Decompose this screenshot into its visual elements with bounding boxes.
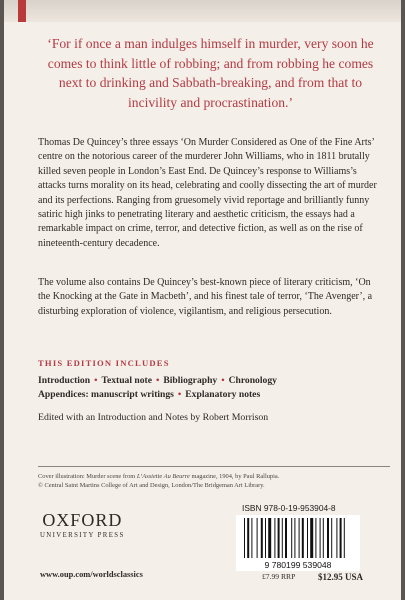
divider xyxy=(38,466,390,467)
publisher-sub: UNIVERSITY PRESS xyxy=(40,532,125,539)
cover-top-band xyxy=(4,0,401,22)
price-us: $12.95 USA xyxy=(318,572,364,582)
bullet-icon: • xyxy=(156,375,160,386)
bullet-icon: • xyxy=(177,389,182,400)
feature-introduction: Introduction xyxy=(38,375,91,386)
feature-explanatory-notes: Explanatory notes xyxy=(185,389,261,400)
isbn-label: ISBN 978-0-19-953904-8 xyxy=(242,503,336,513)
credit-prefix: Cover illustration: Murder scene from xyxy=(38,473,137,480)
credit-suffix: magazine, 1904, by Paul Rallupia. xyxy=(189,473,280,480)
edition-features xyxy=(38,374,388,402)
bullet-icon: • xyxy=(94,375,98,386)
barcode-icon xyxy=(236,515,360,571)
pull-quote: ‘For if once a man indulges himself in murder, very soon he comes to think little of robbing; and from robbing he comes next to drinking and Sabbath-breaking, and from that to incivility and procrastination.’ xyxy=(47,36,374,110)
price-gb: £7.99 RRP xyxy=(262,572,296,581)
back-cover xyxy=(4,0,401,600)
publisher-name: OXFORD xyxy=(42,510,123,530)
feature-textual-note: Textual note xyxy=(101,375,152,386)
description-paragraph-1: Thomas De Quincey’s three essays ‘On Murder Considered as One of the Fine Arts’ centre on the notorious career of the murderer John Williams, who in 1811 brutally killed seven people in London’s East End. De Quincey’s response to Williams’s attacks turns morality on its head, celebrating and coolly dissecting the art of murder and its perfections. Ranging from gruesomely vivid reportage and brilliantly funny satiric high jinks to penetrating literary and aesthetic criticism, the essays had a remarkable impact on crime, terror, and detective fiction, as well as on the rise of nineteenth-century decadence. xyxy=(38,137,377,249)
credit-copyright: © Central Saint Martins College of Art and Design, London/The Bridgeman Art Library. xyxy=(38,482,265,489)
barcode xyxy=(236,515,360,571)
feature-appendices: Appendices: manuscript writings xyxy=(38,389,174,400)
barcode-digits: 9 780199 539048 xyxy=(264,560,332,570)
edition-heading: THIS EDITION INCLUDES xyxy=(38,358,170,368)
description-paragraph-2: The volume also contains De Quincey’s best-known piece of literary criticism, ‘On the Knocking at the Gate in Macbeth’, and his finest tale of terror, ‘The Avenger’, a disturbing exploration of violence, vigilantism, and religious persecution. xyxy=(38,277,373,317)
cover-credit xyxy=(38,472,390,490)
feature-bibliography: Bibliography xyxy=(163,375,218,386)
credit-magazine: L’Assiette Au Beurre xyxy=(136,473,190,480)
publisher-url: www.oup.com/worldsclassics xyxy=(40,570,143,579)
editor-line: Edited with an Introduction and Notes by Robert Morrison xyxy=(38,412,269,423)
publisher-logo xyxy=(40,510,125,539)
bullet-icon: • xyxy=(221,375,225,386)
spine-red-strip xyxy=(18,0,26,22)
feature-chronology: Chronology xyxy=(228,375,277,386)
